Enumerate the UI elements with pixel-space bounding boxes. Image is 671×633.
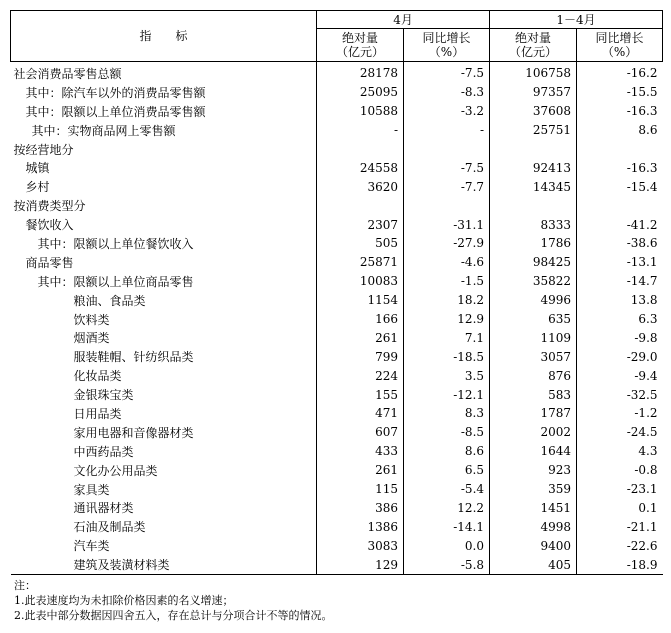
row-label: 城镇 bbox=[25, 161, 50, 176]
ytd-abs-value: 359 bbox=[490, 480, 577, 499]
table-row bbox=[11, 102, 663, 121]
month-yoy-header-line2: （%） bbox=[428, 45, 465, 59]
month-abs-value: 607 bbox=[317, 423, 404, 442]
ytd-yoy-value: 8.6 bbox=[577, 121, 663, 140]
month-yoy-value: -4.6 bbox=[404, 253, 490, 272]
row-label: 中西药品类 bbox=[73, 444, 134, 459]
table-row bbox=[11, 310, 663, 329]
month-abs-value: 433 bbox=[317, 442, 404, 461]
month-yoy-header-line1: 同比增长 bbox=[422, 31, 471, 45]
month-yoy-value: -5.8 bbox=[404, 555, 490, 574]
row-label: 服装鞋帽、针纺织品类 bbox=[73, 350, 194, 365]
row-label: 其中：除汽车以外的消费品零售额 bbox=[25, 85, 206, 100]
row-label: 商品零售 bbox=[25, 255, 74, 270]
ytd-yoy-value: 4.3 bbox=[577, 442, 663, 461]
ytd-yoy-header bbox=[577, 29, 663, 62]
retail-sales-table bbox=[10, 10, 663, 575]
ytd-abs-value bbox=[490, 196, 577, 215]
month-yoy-value: 6.5 bbox=[404, 461, 490, 480]
ytd-abs-header-line2: （亿元） bbox=[509, 45, 558, 59]
ytd-yoy-value: -16.3 bbox=[577, 102, 663, 121]
month-abs-value: 3083 bbox=[317, 536, 404, 555]
month-abs-value: 24558 bbox=[317, 158, 404, 177]
month-abs-value: 1154 bbox=[317, 291, 404, 310]
row-label: 饮料类 bbox=[73, 312, 110, 327]
ytd-abs-value: 97357 bbox=[490, 83, 577, 102]
month-yoy-value: -14.1 bbox=[404, 517, 490, 536]
month-abs-value: 471 bbox=[317, 404, 404, 423]
ytd-abs-header bbox=[490, 29, 577, 62]
month-yoy-value bbox=[404, 196, 490, 215]
month-yoy-value: -31.1 bbox=[404, 215, 490, 234]
table-row bbox=[11, 177, 663, 196]
table-row bbox=[11, 234, 663, 253]
ytd-abs-value: 1787 bbox=[490, 404, 577, 423]
table-row bbox=[11, 121, 663, 140]
ytd-yoy-value: -0.8 bbox=[577, 461, 663, 480]
month-abs-value: 25871 bbox=[317, 253, 404, 272]
month-yoy-value: -8.5 bbox=[404, 423, 490, 442]
month-yoy-value: 8.6 bbox=[404, 442, 490, 461]
indicator-header: 指 标 bbox=[11, 11, 317, 62]
month-group-header: 4月 bbox=[317, 11, 490, 29]
month-yoy-value: -27.9 bbox=[404, 234, 490, 253]
month-yoy-value: - bbox=[404, 121, 490, 140]
month-abs-value: 155 bbox=[317, 385, 404, 404]
month-yoy-value: -3.2 bbox=[404, 102, 490, 121]
ytd-yoy-value bbox=[577, 140, 663, 159]
row-label: 其中：实物商品网上零售额 bbox=[31, 123, 176, 138]
notes-title: 注： bbox=[14, 579, 36, 592]
row-label: 金银珠宝类 bbox=[73, 388, 134, 403]
month-abs-value: 28178 bbox=[317, 62, 404, 83]
ytd-yoy-value: -38.6 bbox=[577, 234, 663, 253]
month-yoy-value: -12.1 bbox=[404, 385, 490, 404]
ytd-abs-value: 1451 bbox=[490, 498, 577, 517]
ytd-abs-value: 1644 bbox=[490, 442, 577, 461]
table-row bbox=[11, 196, 663, 215]
ytd-abs-value: 635 bbox=[490, 310, 577, 329]
row-label: 烟酒类 bbox=[73, 331, 110, 346]
month-abs-value: 2307 bbox=[317, 215, 404, 234]
ytd-abs-value: 35822 bbox=[490, 272, 577, 291]
month-abs-value: 505 bbox=[317, 234, 404, 253]
notes-line-2: 2.此表中部分数据因四舍五入，存在总计与分项合计不等的情况。 bbox=[14, 609, 333, 622]
row-label: 汽车类 bbox=[73, 539, 110, 554]
ytd-yoy-value: 13.8 bbox=[577, 291, 663, 310]
ytd-yoy-value: -14.7 bbox=[577, 272, 663, 291]
row-label: 家具类 bbox=[73, 482, 110, 497]
ytd-abs-value: 1786 bbox=[490, 234, 577, 253]
month-abs-header-line1: 绝对量 bbox=[341, 31, 378, 45]
table-row bbox=[11, 536, 663, 555]
ytd-yoy-value: -18.9 bbox=[577, 555, 663, 574]
ytd-yoy-value: -24.5 bbox=[577, 423, 663, 442]
retail-sales-table-container bbox=[10, 10, 662, 575]
table-notes bbox=[14, 578, 333, 623]
row-label: 建筑及装潢材料类 bbox=[73, 558, 170, 573]
table-row bbox=[11, 158, 663, 177]
row-label: 其中：限额以上单位商品零售 bbox=[37, 274, 194, 289]
row-label: 粮油、食品类 bbox=[73, 293, 146, 308]
ytd-abs-value: 3057 bbox=[490, 347, 577, 366]
ytd-yoy-value: -15.4 bbox=[577, 177, 663, 196]
row-label: 社会消费品零售总额 bbox=[13, 66, 122, 81]
ytd-abs-value bbox=[490, 140, 577, 159]
row-label: 其中：限额以上单位消费品零售额 bbox=[25, 104, 206, 119]
ytd-abs-value: 923 bbox=[490, 461, 577, 480]
month-abs-value: 129 bbox=[317, 555, 404, 574]
ytd-yoy-value: -13.1 bbox=[577, 253, 663, 272]
row-label: 餐饮收入 bbox=[25, 218, 74, 233]
ytd-group-header: 1－4月 bbox=[490, 11, 663, 29]
ytd-yoy-value: -32.5 bbox=[577, 385, 663, 404]
table-header bbox=[11, 11, 663, 62]
ytd-yoy-value: -41.2 bbox=[577, 215, 663, 234]
month-abs-value: 10588 bbox=[317, 102, 404, 121]
month-abs-value: 224 bbox=[317, 366, 404, 385]
table-body bbox=[11, 62, 663, 575]
ytd-yoy-value: -21.1 bbox=[577, 517, 663, 536]
ytd-abs-value: 4996 bbox=[490, 291, 577, 310]
ytd-yoy-value: -9.8 bbox=[577, 328, 663, 347]
table-row bbox=[11, 62, 663, 83]
ytd-yoy-value: -22.6 bbox=[577, 536, 663, 555]
month-yoy-value: 18.2 bbox=[404, 291, 490, 310]
row-label: 日用品类 bbox=[73, 406, 122, 421]
month-abs-value bbox=[317, 196, 404, 215]
ytd-yoy-value: -1.2 bbox=[577, 404, 663, 423]
ytd-abs-value: 106758 bbox=[490, 62, 577, 83]
ytd-abs-value: 2002 bbox=[490, 423, 577, 442]
ytd-yoy-value: -23.1 bbox=[577, 480, 663, 499]
ytd-abs-value: 98425 bbox=[490, 253, 577, 272]
month-abs-header bbox=[317, 29, 404, 62]
ytd-abs-value: 9400 bbox=[490, 536, 577, 555]
month-abs-value: 1386 bbox=[317, 517, 404, 536]
ytd-abs-value: 8333 bbox=[490, 215, 577, 234]
month-yoy-value: -1.5 bbox=[404, 272, 490, 291]
row-label: 通讯器材类 bbox=[73, 501, 134, 516]
row-label: 家用电器和音像器材类 bbox=[73, 425, 194, 440]
table-row bbox=[11, 253, 663, 272]
month-yoy-value: 8.3 bbox=[404, 404, 490, 423]
ytd-yoy-value: -29.0 bbox=[577, 347, 663, 366]
table-row bbox=[11, 423, 663, 442]
ytd-yoy-value: -16.2 bbox=[577, 62, 663, 83]
month-yoy-value: -8.3 bbox=[404, 83, 490, 102]
table-row bbox=[11, 555, 663, 574]
month-yoy-value: -7.7 bbox=[404, 177, 490, 196]
ytd-yoy-value: -15.5 bbox=[577, 83, 663, 102]
table-row bbox=[11, 83, 663, 102]
month-yoy-value: -7.5 bbox=[404, 158, 490, 177]
month-abs-value: 386 bbox=[317, 498, 404, 517]
month-abs-value: 25095 bbox=[317, 83, 404, 102]
month-yoy-value: 12.2 bbox=[404, 498, 490, 517]
month-abs-value: - bbox=[317, 121, 404, 140]
month-yoy-value: 7.1 bbox=[404, 328, 490, 347]
month-abs-value: 261 bbox=[317, 328, 404, 347]
table-row bbox=[11, 291, 663, 310]
notes-line-1: 1.此表速度均为未扣除价格因素的名义增速； bbox=[14, 594, 234, 607]
month-abs-value bbox=[317, 140, 404, 159]
row-label: 按经营地分 bbox=[13, 142, 74, 157]
ytd-yoy-value: -16.3 bbox=[577, 158, 663, 177]
table-row bbox=[11, 442, 663, 461]
row-label: 按消费类型分 bbox=[13, 199, 86, 214]
month-abs-value: 166 bbox=[317, 310, 404, 329]
table-row bbox=[11, 517, 663, 536]
row-label: 乡村 bbox=[25, 180, 50, 195]
table-row bbox=[11, 272, 663, 291]
ytd-abs-value: 92413 bbox=[490, 158, 577, 177]
month-yoy-value: 0.0 bbox=[404, 536, 490, 555]
table-row bbox=[11, 347, 663, 366]
month-yoy-value: 3.5 bbox=[404, 366, 490, 385]
month-yoy-value bbox=[404, 140, 490, 159]
table-row bbox=[11, 328, 663, 347]
ytd-yoy-value bbox=[577, 196, 663, 215]
row-label: 化妆品类 bbox=[73, 369, 122, 384]
ytd-abs-value: 25751 bbox=[490, 121, 577, 140]
table-row bbox=[11, 498, 663, 517]
month-abs-value: 799 bbox=[317, 347, 404, 366]
ytd-abs-value: 1109 bbox=[490, 328, 577, 347]
month-abs-value: 10083 bbox=[317, 272, 404, 291]
ytd-abs-value: 876 bbox=[490, 366, 577, 385]
row-label: 其中：限额以上单位餐饮收入 bbox=[37, 236, 194, 251]
ytd-yoy-header-line1: 同比增长 bbox=[595, 31, 644, 45]
ytd-yoy-value: 6.3 bbox=[577, 310, 663, 329]
table-row bbox=[11, 140, 663, 159]
ytd-yoy-value: -9.4 bbox=[577, 366, 663, 385]
table-row bbox=[11, 480, 663, 499]
ytd-abs-value: 405 bbox=[490, 555, 577, 574]
ytd-yoy-header-line2: （%） bbox=[601, 45, 638, 59]
ytd-yoy-value: 0.1 bbox=[577, 498, 663, 517]
ytd-abs-header-line1: 绝对量 bbox=[515, 31, 552, 45]
table-row bbox=[11, 215, 663, 234]
row-label: 石油及制品类 bbox=[73, 520, 146, 535]
table-row bbox=[11, 366, 663, 385]
month-yoy-value: -18.5 bbox=[404, 347, 490, 366]
table-row bbox=[11, 461, 663, 480]
row-label: 文化办公用品类 bbox=[73, 463, 158, 478]
ytd-abs-value: 4998 bbox=[490, 517, 577, 536]
month-yoy-value: -5.4 bbox=[404, 480, 490, 499]
month-abs-value: 3620 bbox=[317, 177, 404, 196]
ytd-abs-value: 14345 bbox=[490, 177, 577, 196]
month-abs-header-line2: （亿元） bbox=[335, 45, 384, 59]
ytd-abs-value: 583 bbox=[490, 385, 577, 404]
month-abs-value: 261 bbox=[317, 461, 404, 480]
month-yoy-value: 12.9 bbox=[404, 310, 490, 329]
month-abs-value: 115 bbox=[317, 480, 404, 499]
table-row bbox=[11, 404, 663, 423]
month-yoy-header bbox=[404, 29, 490, 62]
month-yoy-value: -7.5 bbox=[404, 62, 490, 83]
ytd-abs-value: 37608 bbox=[490, 102, 577, 121]
table-row bbox=[11, 385, 663, 404]
